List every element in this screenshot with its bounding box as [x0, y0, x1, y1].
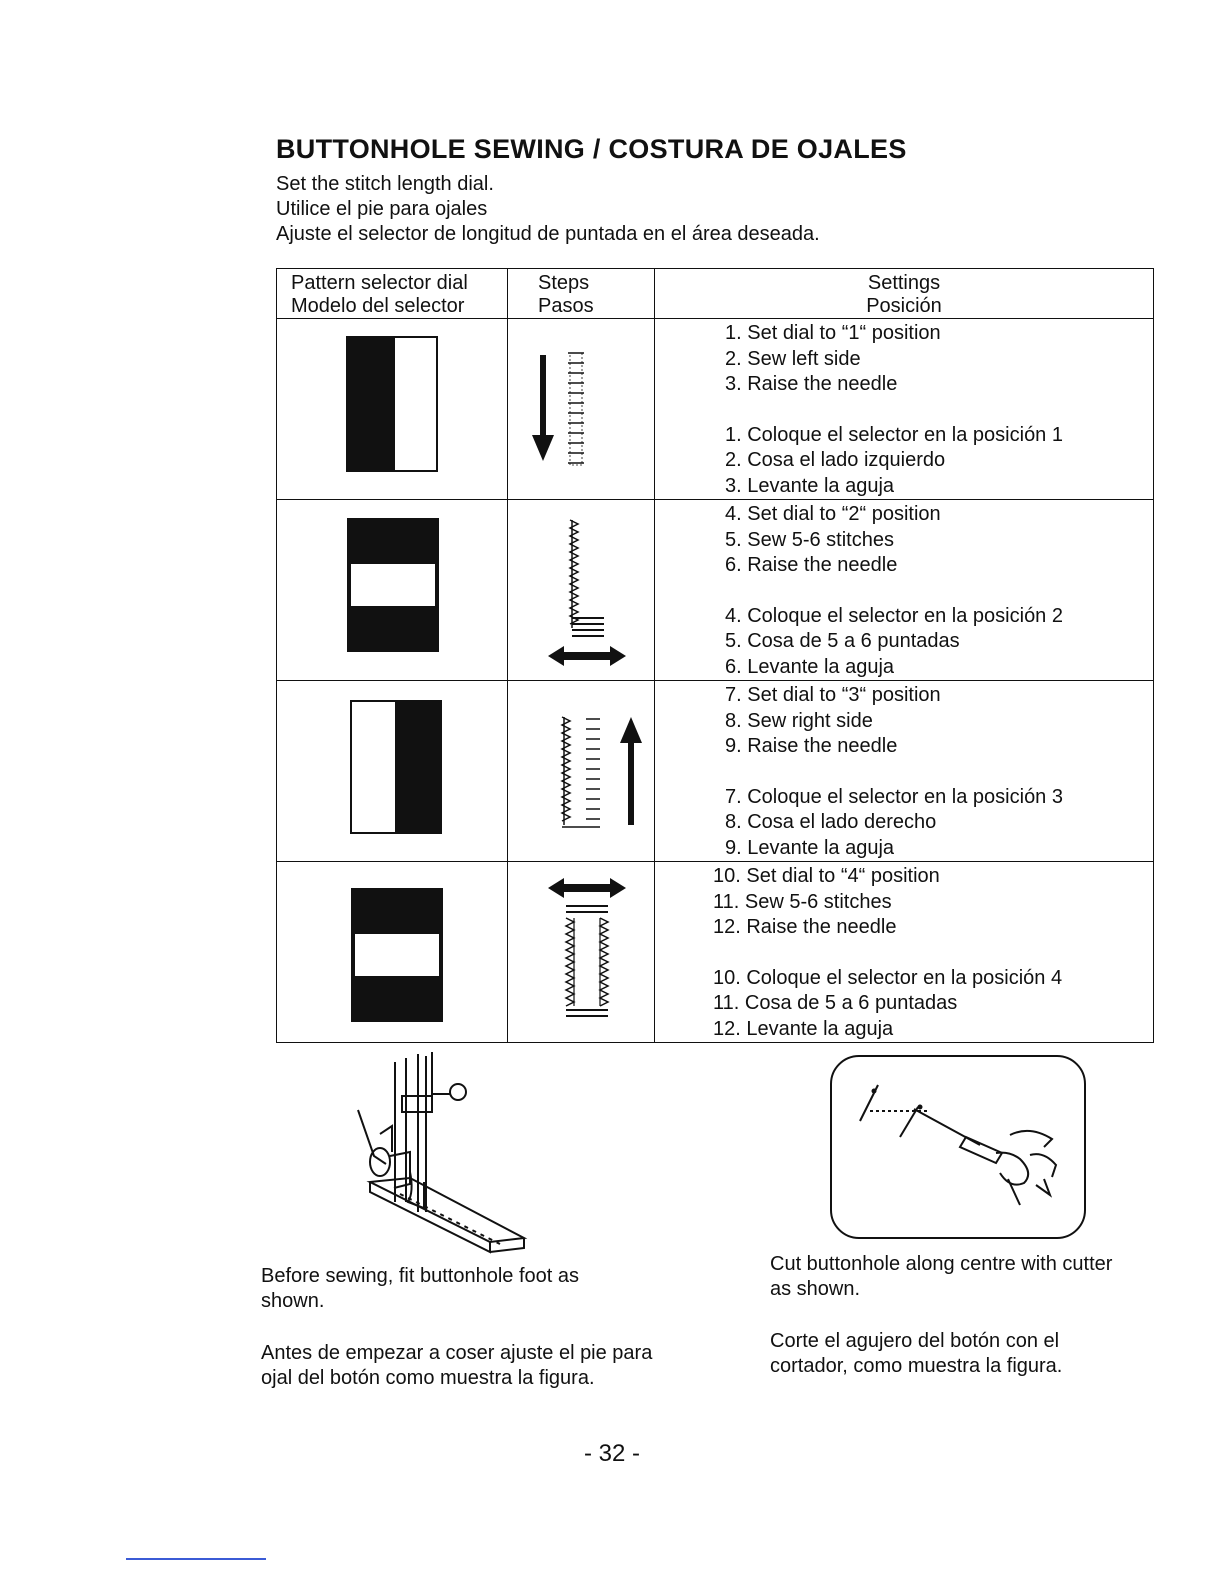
divider	[126, 1558, 266, 1560]
buttonhole-steps-table	[276, 268, 1154, 1043]
step-text: 10. Coloque el selector en la posición 4	[713, 966, 1063, 989]
step-text: 7. Set dial to “3“ position	[725, 684, 941, 706]
buttonhole-foot-illustration	[340, 1052, 540, 1262]
pattern-cell	[277, 500, 508, 681]
step-text: 5. Cosa de 5 a 6 puntadas	[725, 630, 960, 652]
up-arrow-right-side-stitch-icon	[508, 681, 654, 856]
intro-line: Ajuste el selector de longitud de puntada en el área deseada.	[276, 223, 820, 245]
settings-cell	[655, 681, 1154, 862]
step-text: 4. Set dial to “2“ position	[725, 503, 941, 525]
intro-text	[276, 172, 820, 247]
bar-tack-icon	[277, 862, 507, 1037]
cutter-illustration	[830, 1055, 1088, 1241]
step-text: 5. Sew 5-6 stitches	[725, 528, 894, 551]
settings-cell	[655, 500, 1154, 681]
step-text: 12. Levante la aguja	[713, 1017, 894, 1040]
step-text: 9. Levante la aguja	[725, 836, 895, 859]
settings-cell	[655, 862, 1154, 1043]
step-text: 7. Coloque el selector en la posición 3	[725, 785, 1063, 808]
final-bar-tack-stitch-icon	[508, 862, 654, 1037]
pattern-cell	[277, 319, 508, 500]
step-text: 11. Sew 5-6 stitches	[713, 890, 892, 913]
steps-cell	[508, 681, 655, 862]
left-black-half-icon	[277, 319, 507, 494]
intro-line: Utilice el pie para ojales	[276, 198, 488, 220]
step-text: 6. Raise the needle	[725, 554, 898, 576]
step-text: 3. Raise the needle	[725, 373, 898, 395]
table-row	[277, 681, 1154, 862]
table-header-row	[277, 269, 1154, 319]
bar-tack-stitch-icon	[508, 500, 654, 675]
right-black-half-icon	[277, 681, 507, 856]
header-steps: Steps Pasos	[508, 269, 655, 319]
header-settings: Settings Posición	[655, 269, 1154, 319]
table-row	[277, 319, 1154, 500]
page-number: - 32 -	[583, 1440, 640, 1467]
settings-cell	[655, 319, 1154, 500]
step-text: 12. Raise the needle	[713, 916, 897, 938]
down-arrow-left-side-stitch-icon	[508, 319, 654, 494]
step-text: 1. Set dial to “1“ position	[725, 322, 941, 344]
table-row	[277, 500, 1154, 681]
step-text: 2. Cosa el lado izquierdo	[725, 449, 946, 471]
steps-cell	[508, 862, 655, 1043]
step-text: 8. Sew right side	[725, 709, 873, 732]
steps-cell	[508, 319, 655, 500]
steps-cell	[508, 500, 655, 681]
step-text: 3. Levante la aguja	[725, 474, 895, 497]
step-text: 11. Cosa de 5 a 6 puntadas	[713, 992, 958, 1014]
header-pattern: Pattern selector dial Modelo del selector	[277, 269, 508, 319]
caption-foot: Before sewing, fit buttonhole foot as shown. Antes de empezar a coser ajuste el pie para ojal del botón como muestra la figura.	[261, 1265, 653, 1389]
step-text: 6. Levante la aguja	[725, 655, 895, 678]
step-text: 9. Raise the needle	[725, 735, 898, 757]
table-row	[277, 862, 1154, 1043]
step-text: 1. Coloque el selector en la posición 1	[725, 423, 1063, 446]
pattern-cell	[277, 681, 508, 862]
intro-line: Set the stitch length dial.	[276, 173, 494, 195]
step-text: 8. Cosa el lado derecho	[725, 811, 937, 833]
caption-cutter: Cut buttonhole along centre with cutter as shown. Corte el agujero del botón con el cortador, como muestra la figura.	[770, 1253, 1113, 1377]
step-text: 10. Set dial to “4“ position	[713, 865, 940, 887]
page-title: BUTTONHOLE SEWING / COSTURA DE OJALES	[276, 134, 907, 164]
step-text: 4. Coloque el selector en la posición 2	[725, 604, 1063, 627]
pattern-cell	[277, 862, 508, 1043]
step-text: 2. Sew left side	[725, 347, 861, 370]
bar-tack-icon	[277, 500, 507, 675]
